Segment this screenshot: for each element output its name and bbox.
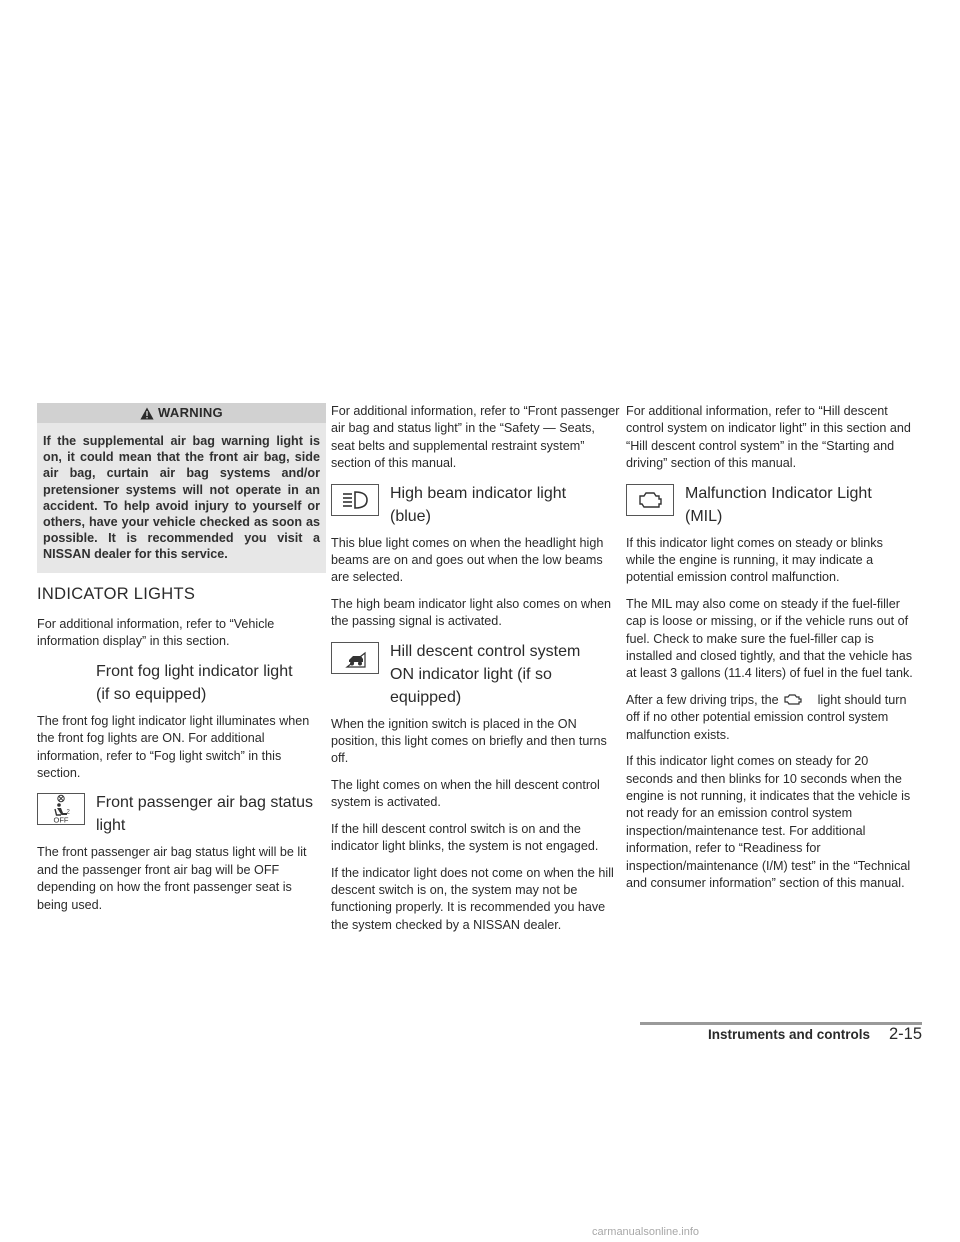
- indicator-lights-intro: For additional information, refer to “Vehicle information display” in this section.: [37, 617, 275, 649]
- high-beam-title-1: High beam indicator light: [390, 484, 567, 502]
- high-beam-body-2: The high beam indicator light also comes on when the passing signal is activated.: [331, 596, 612, 629]
- indicator-lights-heading: INDICATOR LIGHTS: [37, 584, 196, 603]
- passenger-airbag-off-icon: [37, 793, 85, 825]
- svg-text:2: 2: [66, 809, 70, 816]
- mil-body-3-end: light should turn off if no other potential emission control system malfunction exists.: [626, 692, 907, 742]
- watermark: carmanualsonline.info: [592, 1226, 700, 1238]
- mil-body-3-start: After a few driving trips, the: [626, 692, 779, 707]
- mil-heading: [626, 482, 915, 528]
- hill-descent-title-1: Hill descent control system: [390, 642, 581, 660]
- mil-title-1: Malfunction Indicator Light: [685, 484, 872, 502]
- page-number: 2-15: [888, 1025, 922, 1043]
- mil-body-2: The MIL may also come on steady if the fuel-filler cap is loose or missing, or if the vehicle runs out of fuel. Check to make sure the fuel-filler cap is installed and closed tightly, and that the vehicle has at least 3 gallons (11.4 liters) of fuel in the fuel tank.: [626, 596, 913, 681]
- mil-body-1: If this indicator light comes on steady or blinks while the engine is running, it may indicate a potential emission control malfunction.: [626, 535, 883, 585]
- passenger-airbag-body: The front passenger air bag status light will be lit and the passenger front air bag will be OFF depending on how the front passenger seat is being used.: [37, 845, 307, 912]
- col3-intro: For additional information, refer to “Hill descent control system on indicator light” in this section and “Hill descent control system” in the “Starting and driving” section of this manual.: [626, 404, 911, 471]
- high-beam-heading: [331, 482, 620, 528]
- engine-check-icon: [626, 484, 674, 516]
- warning-heading: WARNING: [158, 405, 223, 420]
- warning-text: If the supplemental air bag warning light is on, it could mean that the front air bag, side air bag, curtain air bag systems and/or pretensioner systems will not operate in an accident. To help avoid injury to yourself or others, have your vehicle checked as soon as possible. It is recommended you visit a NISSAN dealer for this service.: [43, 434, 320, 562]
- hill-descent-title-3: equipped): [390, 688, 462, 706]
- fog-light-title-1: Front fog light indicator light: [96, 662, 293, 680]
- passenger-airbag-title-2: light: [96, 817, 126, 835]
- fog-light-heading: [37, 660, 326, 706]
- hill-descent-body-1: When the ignition switch is placed in the ON position, this light comes on briefly and then turns off.: [331, 716, 607, 766]
- hill-descent-body-3: If the hill descent control switch is on and the indicator light blinks, the system is not engaged.: [331, 821, 599, 854]
- hill-descent-heading: [331, 640, 620, 709]
- mil-body-4: If this indicator light comes on steady for 20 seconds and then blinks for 10 seconds when the engine is not running, it indicates that the vehicle is not ready for an emission control system inspection/maintenance test. For additional information, refer to “Readiness for inspection/maintenance (I/M) test” in the “Technical and consumer information” section of this manual.: [626, 754, 911, 890]
- column-1: [37, 403, 326, 923]
- column-3: [626, 403, 915, 901]
- warning-icon: [140, 407, 154, 420]
- mil-body-3: [626, 692, 915, 744]
- fog-light-body: The front fog light indicator light illuminates when the front fog lights are ON. For additional information, refer to “Fog light switch” in this section.: [37, 713, 310, 781]
- airbag-off-label: OFF: [53, 815, 69, 825]
- engine-check-inline-icon: [783, 692, 804, 707]
- footer-section: Instruments and controls: [707, 1027, 870, 1042]
- hill-descent-title-2: ON indicator light (if so: [390, 665, 552, 683]
- col2-intro: For additional information, refer to “Front passenger air bag and status light” in the “Safety — Seats, seat belts and supplemental restraint system” section of this manual.: [331, 404, 620, 471]
- hill-descent-body-2: The light comes on when the hill descent control system is activated.: [331, 777, 600, 810]
- high-beam-body-1: This blue light comes on when the headlight high beams are on and goes out when the low beams are selected.: [331, 535, 604, 585]
- warning-header: [37, 403, 326, 423]
- fog-light-title-2: (if so equipped): [96, 685, 207, 703]
- mil-title-2: (MIL): [685, 507, 723, 525]
- column-2: [331, 403, 620, 943]
- high-beam-title-2: (blue): [390, 507, 431, 525]
- passenger-airbag-title-1: Front passenger air bag status: [96, 794, 314, 812]
- hill-descent-body-4: If the indicator light does not come on when the hill descent switch is on, the system may not be functioning properly. It is recommended you have the system checked by a NISSAN dealer.: [331, 865, 614, 932]
- high-beam-icon: [331, 484, 379, 516]
- passenger-airbag-heading: [37, 791, 326, 837]
- page-footer: [640, 1022, 922, 1051]
- hill-descent-icon: [331, 642, 379, 674]
- warning-box: [37, 403, 326, 573]
